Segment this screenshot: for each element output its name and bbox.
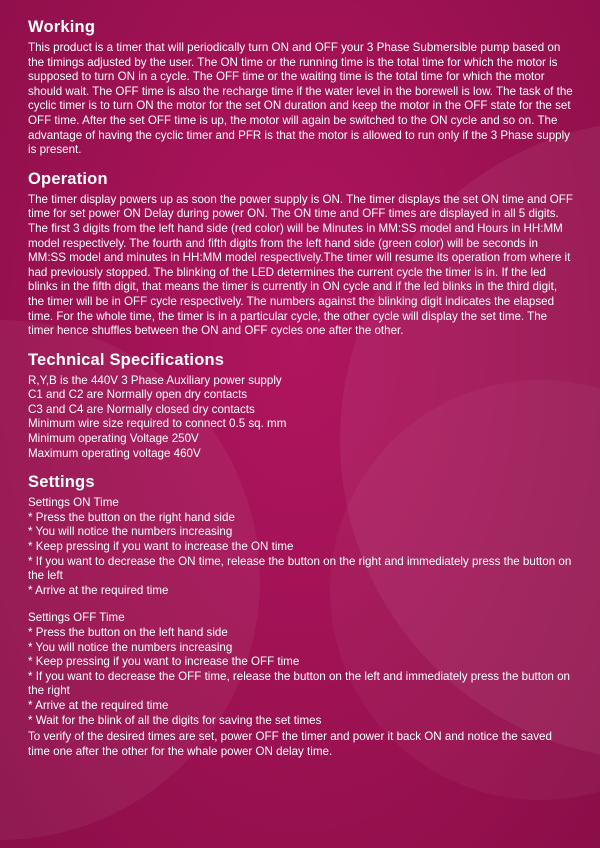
settings-heading: Settings [28,473,95,492]
specs-list [28,374,574,462]
settings-off-list [28,611,574,728]
operation-text: The timer display powers up as soon the power supply is ON. The timer displays the set ON time and OFF time for set power ON Delay during power ON. The ON time and OFF times are displayed in all 5 digits. The first 3 digits from the left hand side (red color) will be Minutes in MM:SS model and Hours in HH:MM model respectively. The fourth and fifth digits from the left hand side (green color) will be seconds in MM:SS model and minutes in HH:MM model respectively.The timer will resume its operation from where it had previously stopped. The blinking of the LED determines the current cycle the timer is in. If the led blinks in the fifth digit, that means the timer is currently in ON cycle and if the led blinks in the third digit, the timer will be in OFF cycle respectively. The numbers against the blinking digit indicates the elapsed time. For the whole time, the timer is in a particular cycle, the other cycle will display the set time. The timer hence shuffles between the ON and OFF cycles one after the other. [28,192,573,338]
settings-off-step: * Wait for the blink of all the digits for saving the set times [28,713,322,727]
settings-on-step: * Keep pressing if you want to increase the ON time [28,540,294,554]
settings-off-step: * You will notice the numbers increasing [28,640,233,654]
spec-line: R,Y,B is the 440V 3 Phase Auxiliary power supply [28,373,282,387]
settings-on-list [28,496,574,598]
settings-off-title: Settings OFF Time [28,611,125,625]
settings-on-step: * If you want to decrease the ON time, release the button on the right and immediately press the button on the left [28,554,572,583]
settings-off-step: * Press the button on the left hand side [28,626,228,639]
settings-footer-text: To verify of the desired times are set, power OFF the timer and power it back ON and notice the saved time one after the other for the whale power ON delay time. [28,730,552,758]
document-page [28,18,574,771]
settings-on-title: Settings ON Time [28,496,119,510]
spec-line: C1 and C2 are Normally open dry contacts [28,388,248,402]
spec-line: Minimum operating Voltage 250V [28,432,199,446]
settings-on-step: * Press the button on the right hand side [28,510,235,524]
specs-section [28,351,574,462]
specs-heading: Technical Specifications [28,350,225,369]
spec-line: C3 and C4 are Normally closed dry contacts [28,402,255,416]
operation-section [28,170,574,339]
working-section [28,18,574,158]
spec-line: Maximum operating voltage 460V [28,446,201,460]
spec-line: Minimum wire size required to connect 0.5 sq. mm [28,417,287,431]
settings-on-step: * You will notice the numbers increasing [28,525,233,539]
settings-off-step: * Keep pressing if you want to increase the OFF time [28,655,300,669]
working-heading: Working [28,18,96,36]
settings-on-step: * Arrive at the required time [28,583,169,597]
settings-section [28,473,574,759]
working-text: This product is a timer that will periodically turn ON and OFF your 3 Phase Submersible pump based on the timings adjusted by the user. The ON time or the running time is the total time for which the motor is supposed to turn ON in a cycle. The OFF time or the waiting time is the total time for which the motor should wait. The OFF time is also the recharge time if the water level in the borewell is low. The task of the cyclic timer is to turn ON the motor for the set ON duration and keep the motor in the OFF state for the set OFF time. After the set OFF time is up, the motor will again be switched to the ON cycle and so on. The advantage of having the cyclic timer and PFR is that the motor is allowed to run only if the 3 Phase supply is present. [28,41,573,157]
settings-off-step: * Arrive at the required time [28,698,169,712]
settings-off-step: * If you want to decrease the OFF time, release the button on the left and immediately press the button on the right [28,669,570,698]
operation-heading: Operation [28,169,108,188]
